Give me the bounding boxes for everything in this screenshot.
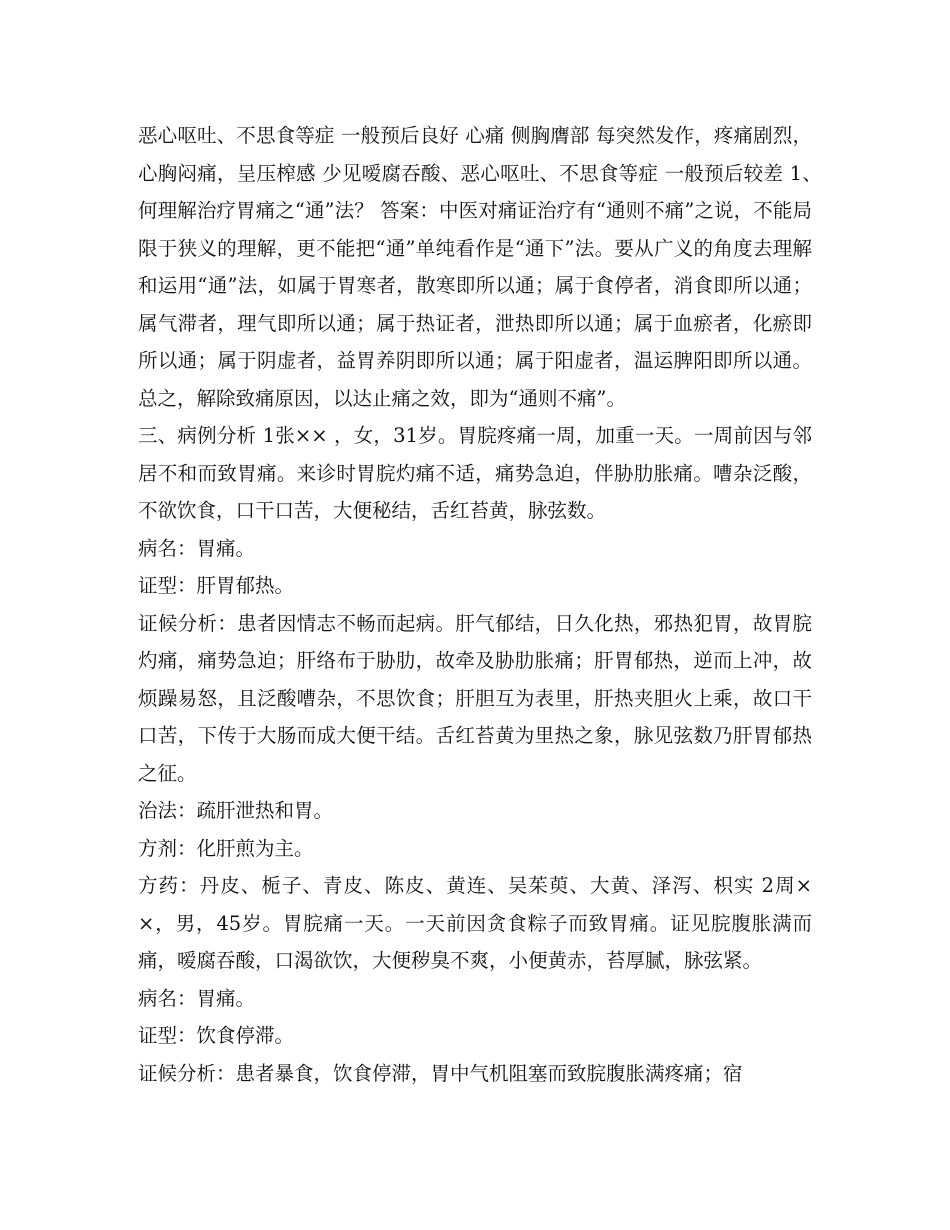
- paragraph-syndrome-analysis-1: 证候分析：患者因情志不畅而起病。肝气郁结，日久化热，邪热犯胃，故胃脘灼痛，痛势急迫；肝络布于胁肋，故牵及胁肋胀痛；肝胃郁热，逆而上冲，故烦躁易怒，且泛酸嘈杂，不思饮食；肝胆互为表里，肝热夹胆火上乘，故口干口苦，下传于大肠而成大便干结。舌红苔黄为里热之象，脉见弦数乃肝胃郁热之征。: [138, 611, 812, 785]
- paragraph-intro-answer: 恶心呕吐、不思食等症 一般预后良好 心痛 侧胸膺部 每突然发作，疼痛剧烈，心胸闷痛，呈压榨感 少见嗳腐吞酸、恶心呕吐、不思食等症 一般预后较差 1、 何理解治疗胃痛之“通”法？ 答案：中医对痛证治疗有“通则不痛”之说，不能局限于狭义的理解，更不能把“通”单纯看作是“通下”法。要从广义的角度去理解和运用“通”法，如属于胃寒者，散寒即所以通；属于食停者，消食即所以通；属气滞者，理气即所以通；属于热证者，泄热即所以通；属于血瘀者，化瘀即所以通；属于阴虚者，益胃养阴即所以通；属于阳虚者，温运脾阳即所以通。总之，解除致痛原因，以达止痛之效，即为“通则不痛”。: [138, 124, 852, 410]
- paragraph-formula-1: 方剂：化肝煎为主。: [138, 836, 314, 860]
- paragraph-treatment-1: 治法：疏肝泄热和胃。: [138, 799, 334, 822]
- paragraph-syndrome-analysis-2: 证候分析：患者暴食，饮食停滞，胃中气机阻塞而致脘腹胀满疼痛；宿: [138, 1061, 743, 1085]
- document-body: [138, 117, 852, 1092]
- paragraph-syndrome-type-1: 证型：肝胃郁热。: [138, 574, 295, 597]
- paragraph-syndrome-type-2: 证型：饮食停滞。: [138, 1024, 295, 1047]
- paragraph-disease-name-2: 病名：胃痛。: [138, 986, 256, 1010]
- paragraph-case-1: 三、病例分析 1张×× ，女，31岁。胃脘疼痛一周，加重一天。一周前因与邻居不和而致胃痛。来诊时胃脘灼痛不适，痛势急迫，伴胁肋胀痛。嘈杂泛酸，不欲饮食，口干口苦，大便秘结，舌红苔黄，脉弦数。: [138, 424, 812, 522]
- paragraph-disease-name-1: 病名：胃痛。: [138, 536, 256, 560]
- paragraph-herbs-and-case-2: 方药：丹皮、栀子、青皮、陈皮、黄连、吴茱萸、大黄、泽泻、枳实 2周××，男，45岁。胃脘痛一天。一天前因贪食粽子而致胃痛。证见脘腹胀满而痛，嗳腐吞酸，口渴欲饮，大便秽臭不爽，小便黄赤，苔厚腻，脉弦紧。: [138, 874, 812, 972]
